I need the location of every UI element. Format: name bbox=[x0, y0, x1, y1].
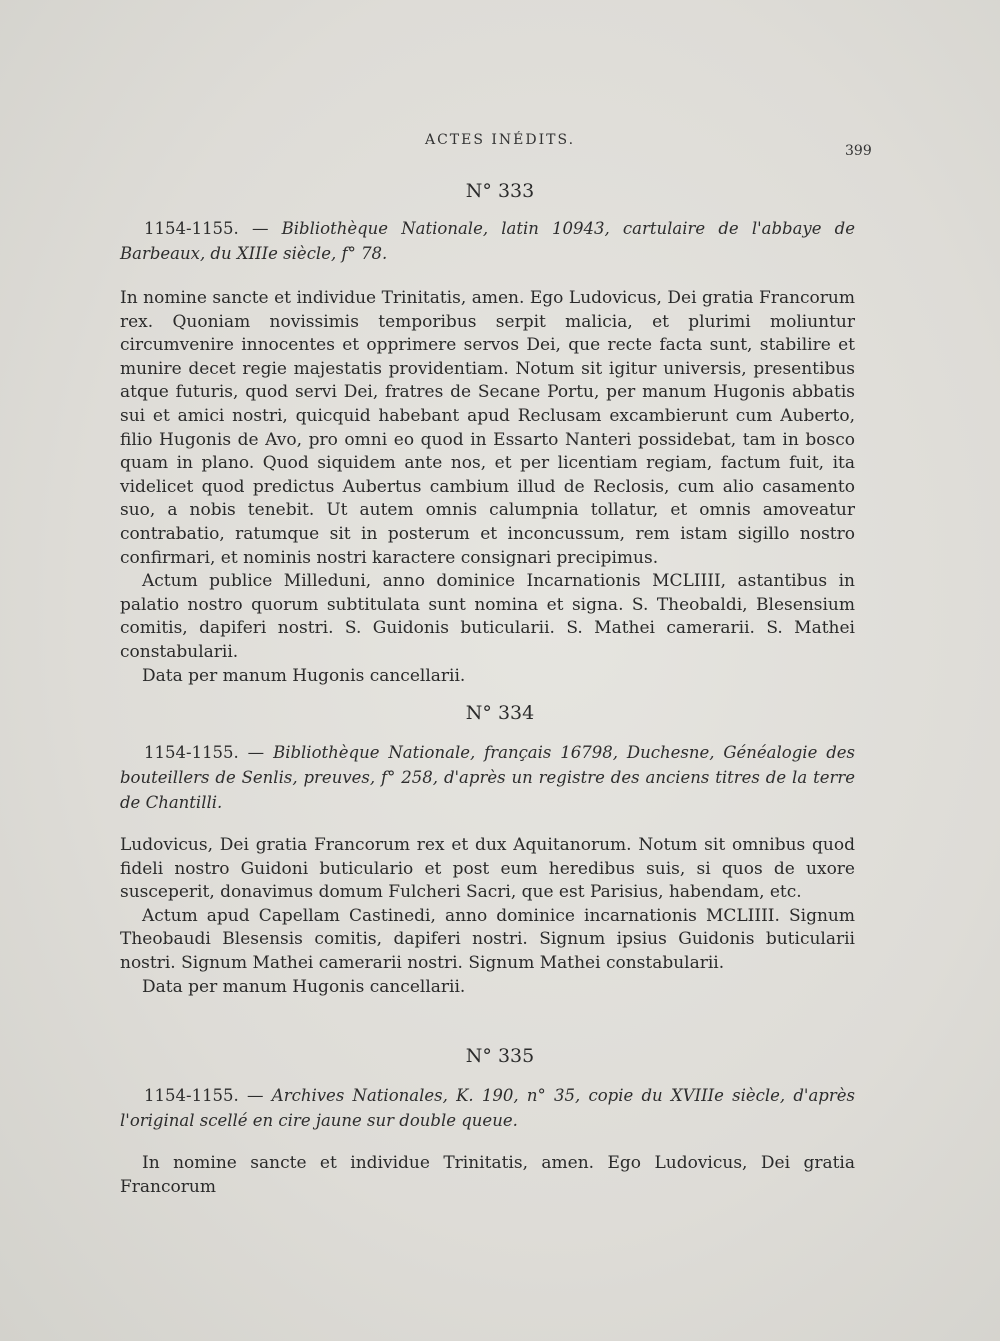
doc-333-paragraph-1: In nomine sancte et individue Trinitatis, amen. Ego Ludovicus, Dei gratia Francorum rex. Quoniam novissimis temporibus serpit malicia, et plurimi moliuntur circumvenire innocentes et opprimere servos Dei, que recte facta sunt, stabilire et munire decet regie majestatis providentiam. Notum sit igitur universis, presentibus atque futuris, quod servi Dei, fratres de Secane Portu, per manum Hugonis abbatis sui et amici nostri, quicquid habebant apud Reclusam excambierunt cum Auberto, filio Hugonis de Avo, pro omni eo quod in Essarto Nanteri possidebat, tam in bosco quam in plano. Quod siquidem ante nos, et per licentiam regiam, factum fuit, ita videlicet quod predictus Aubertus cambium illud de Reclosis, cum alio casamento suo, a nobis tenebit. Ut autem omnis calumpnia tollatur, et omnis amoveatur contrabatio, ratumque sit in posterum et inconcussum, rem istam sigillo nostro confirmari, et nominis nostri karactere consignari precipimus. bbox=[120, 288, 855, 568]
doc-334-number: N° 334 bbox=[465, 702, 535, 724]
doc-334-source bbox=[120, 740, 855, 815]
doc-333-source bbox=[120, 216, 855, 266]
doc-333-source-ref: Bibliothèque Nationale, latin 10943, cartulaire de l'abbaye de Barbeaux, du XIIIe siècle, f° 78. bbox=[120, 219, 856, 263]
doc-333-source-date: 1154-1155. — bbox=[144, 219, 282, 238]
doc-333-number: N° 333 bbox=[465, 180, 535, 202]
doc-333-paragraph-2: Actum publice Milleduni, anno dominice Incarnationis MCLIIII, astantibus in palatio nostro quorum subtitulata sunt nomina et signa. S. Theobaldi, Blesensium comitis, dapiferi nostri. S. Guidonis buticularii. S. Mathei camerarii. S. Mathei constabularii. bbox=[120, 571, 855, 662]
doc-333-paragraph-3: Data per manum Hugonis cancellarii. bbox=[142, 665, 466, 686]
doc-333-body bbox=[120, 287, 855, 688]
doc-335-source-date: 1154-1155. — bbox=[144, 1086, 272, 1105]
doc-335-number: N° 335 bbox=[465, 1045, 535, 1067]
page-number: 399 bbox=[845, 143, 872, 159]
doc-334-body bbox=[120, 834, 855, 999]
doc-334-paragraph-3: Data per manum Hugonis cancellarii. bbox=[142, 976, 466, 997]
doc-334-paragraph-1: Ludovicus, Dei gratia Francorum rex et dux Aquitanorum. Notum sit omnibus quod fideli nostro Guidoni buticulario et post eum heredibus suis, si quos de uxore susceperit, donavimus domum Fulcheri Sacri, que est Parisius, habendam, etc. bbox=[120, 835, 855, 903]
doc-335-body bbox=[120, 1152, 855, 1199]
doc-334-paragraph-2: Actum apud Capellam Castinedi, anno dominice incarnationis MCLIIII. Signum Theobaudi Blesensis comitis, dapiferi nostri. Signum ipsius Guidonis buticularii nostri. Signum Mathei camerarii nostri. Signum Mathei constabularii. bbox=[120, 905, 855, 973]
doc-335-source-ref: Archives Nationales, K. 190, n° 35, copie du XVIIIe siècle, d'après l'original scellé en cire jaune sur double queue. bbox=[120, 1086, 855, 1130]
doc-334-source-date: 1154-1155. — bbox=[144, 743, 274, 762]
running-head: ACTES INÉDITS. bbox=[424, 132, 576, 148]
doc-335-source bbox=[120, 1083, 855, 1133]
doc-335-paragraph-1: In nomine sancte et individue Trinitatis, amen. Ego Ludovicus, Dei gratia Francorum bbox=[120, 1153, 855, 1197]
doc-334-source-ref: Bibliothèque Nationale, français 16798, Duchesne, Généalogie des bouteillers de Senlis, preuves, f° 258, d'après un registre des anciens titres de la terre de Chantilli. bbox=[120, 743, 856, 812]
